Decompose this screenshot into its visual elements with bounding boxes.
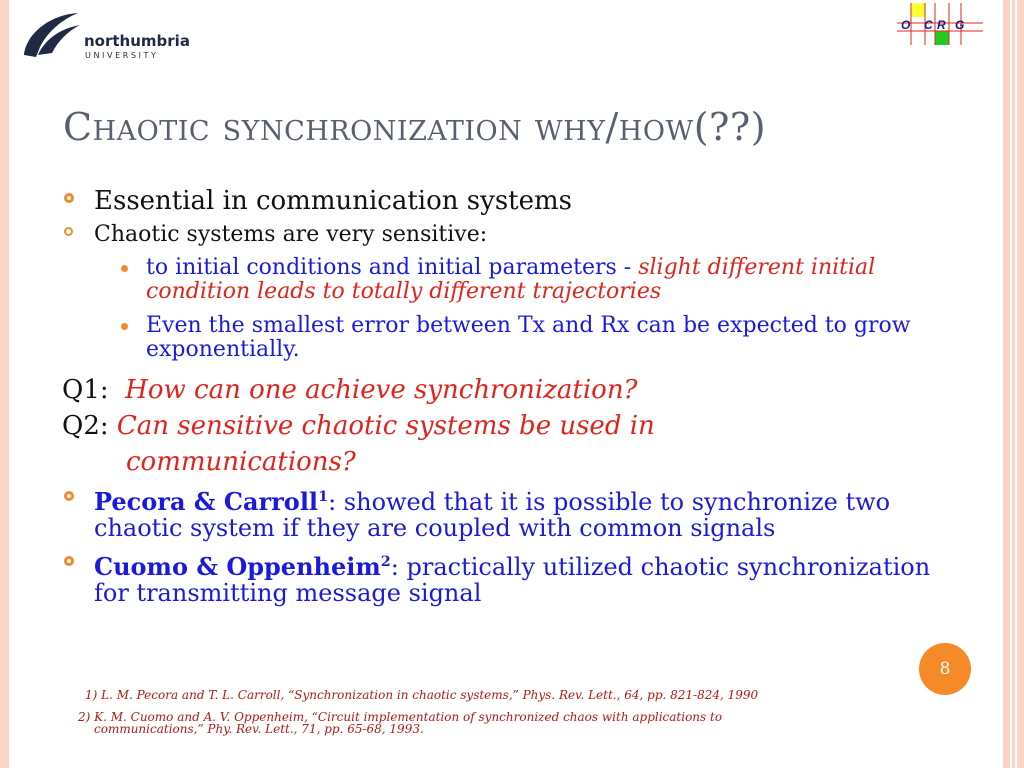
sub-bullet-smallest-error — [62, 314, 962, 362]
bullet-sensitive-text: Chaotic systems are very sensitive: — [94, 222, 488, 247]
cuomo-name: Cuomo & Oppenheim — [94, 552, 381, 581]
question-2 — [62, 408, 962, 444]
page-number-badge: 8 — [919, 643, 971, 695]
frame-left-stripe — [0, 0, 9, 768]
logo-name: northumbria — [84, 32, 190, 50]
logo-subtitle: UNIVERSITY — [85, 51, 159, 60]
northumbria-logo — [18, 5, 190, 63]
q2-text-line1: Can sensitive chaotic systems be used in — [116, 411, 655, 441]
reference-1: 1) L. M. Pecora and T. L. Carroll, “Synchronization in chaotic systems,” Phys. Rev. Lett., 64, pp. 821-824, 1990 — [85, 688, 759, 702]
sub-bullet-2-text: Even the smallest error between Tx and Rx can be expected to grow exponentially. — [146, 313, 911, 362]
bullet-pecora-carroll — [62, 484, 962, 541]
slide-content — [62, 184, 962, 606]
ocrg-letter-r: R — [937, 18, 946, 32]
question-1 — [62, 372, 962, 408]
q1-text: How can one achieve synchronization? — [125, 375, 638, 405]
ocrg-letter-g: G — [955, 18, 965, 32]
question-2-continued — [62, 444, 962, 480]
ocrg-logo — [897, 3, 983, 45]
pecora-name: Pecora & Carroll — [94, 487, 319, 516]
bullet-essential — [62, 184, 962, 218]
frame-right-stripe — [1012, 0, 1015, 768]
frame-right-stripe — [1003, 0, 1010, 768]
pecora-ref-sup: 1 — [318, 488, 329, 505]
reference-2-line1: 2) K. M. Cuomo and A. V. Oppenheim, “Circuit implementation of synchronized chaos with applications to — [78, 710, 723, 724]
ring-bullet-icon — [64, 491, 74, 501]
frame-right-stripe — [1017, 0, 1024, 768]
dot-bullet-icon — [121, 323, 128, 330]
ring-bullet-icon — [64, 556, 74, 566]
reference-2-line2: communications,” Phy. Rev. Lett., 71, pp. 65-68, 1993. — [94, 722, 424, 736]
dot-bullet-icon — [121, 265, 128, 272]
pecora-text: : showed that it is possible to synchronize two chaotic system if they are coupled with common signals — [94, 488, 891, 542]
bullet-sensitive — [62, 220, 962, 250]
ring-bullet-icon — [64, 193, 74, 203]
q2-label: Q2: — [62, 411, 109, 441]
bullet-cuomo-oppenheim — [62, 549, 962, 606]
sub-bullet-initial-conditions — [62, 256, 962, 304]
q1-label: Q1: — [62, 375, 109, 405]
ring-bullet-icon — [64, 227, 73, 236]
ocrg-letter-o: O — [901, 18, 911, 32]
ocrg-letter-c: C — [924, 18, 933, 32]
slide-title: Chaotic synchronization why/how(??) — [63, 105, 767, 149]
q2-text-line2: communications? — [126, 447, 356, 477]
sub-bullet-1-emphasis: slight different initial condition leads to totally different trajectories — [146, 255, 876, 304]
cuomo-ref-sup: 2 — [380, 553, 391, 570]
bullet-essential-text: Essential in communication systems — [94, 186, 572, 216]
sub-bullet-1-text: to initial conditions and initial parameters - — [146, 255, 639, 280]
cuomo-text: : practically utilized chaotic synchronization for transmitting message signal — [94, 553, 931, 607]
logo-swoosh-icon — [18, 5, 88, 63]
